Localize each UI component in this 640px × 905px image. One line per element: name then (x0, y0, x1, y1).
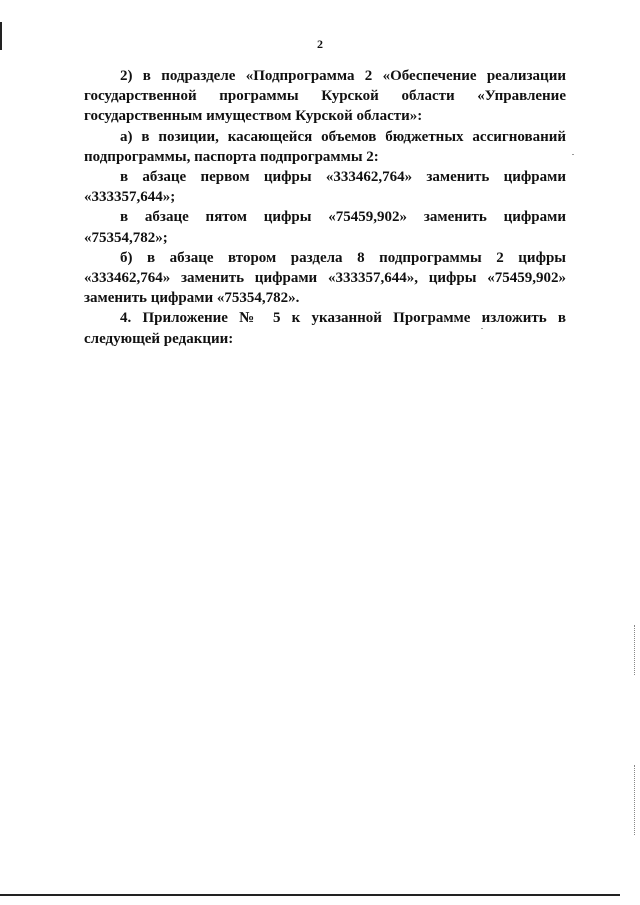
paragraph-item-b: б) в абзаце втором раздела 8 подпрограммы 2 цифры «333462,764» заменить цифрами «333357,644», цифры «75459,902» заменить цифрами «75354,782». (84, 249, 566, 307)
paragraph-item-a: а) в позиции, касающейся объемов бюджетных ассигнований подпрограммы, паспорта подпрограммы 2: (84, 128, 566, 165)
scan-speck (572, 154, 574, 155)
paragraph-item-4: 4. Приложение № 5 к указанной Программе изложить в следующей редакции: (84, 310, 566, 347)
scan-noise (634, 625, 636, 675)
paragraph-fifth-abzac: в абзаце пятом цифры «75459,902» заменить цифрами «75354,782»; (84, 209, 566, 246)
paragraph-first-abzac: в абзаце первом цифры «333462,764» заменить цифрами «333357,644»; (84, 169, 566, 206)
paragraph-subsection-2: 2) в подразделе «Подпрограмма 2 «Обеспечение реализации государственной программы Курской области «Управление государственным имуществом Курской области»: (84, 68, 566, 125)
page-number: 2 (317, 37, 323, 51)
scan-noise (634, 765, 636, 835)
document-body (84, 66, 566, 349)
scan-edge-line (0, 894, 620, 896)
